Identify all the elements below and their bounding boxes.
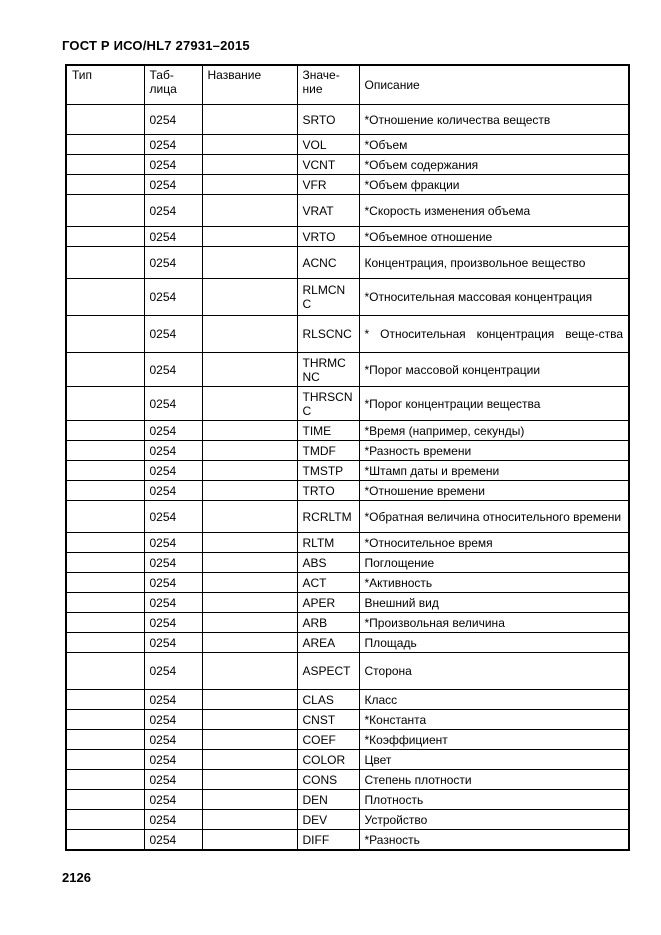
cell-type <box>66 421 144 441</box>
cell-name <box>202 770 297 790</box>
table-header-row <box>66 65 629 105</box>
table-row <box>66 247 629 279</box>
cell-value: SRTO <box>297 105 359 135</box>
cell-type <box>66 533 144 553</box>
cell-table: 0254 <box>144 195 202 227</box>
cell-type <box>66 653 144 690</box>
cell-name <box>202 387 297 421</box>
cell-description: *Константа <box>359 710 629 730</box>
table-row <box>66 441 629 461</box>
cell-name <box>202 730 297 750</box>
table-row <box>66 533 629 553</box>
cell-value: CNST <box>297 710 359 730</box>
cell-type <box>66 593 144 613</box>
cell-name <box>202 461 297 481</box>
cell-name <box>202 710 297 730</box>
table-row <box>66 387 629 421</box>
cell-value: DEN <box>297 790 359 810</box>
cell-type <box>66 155 144 175</box>
cell-table: 0254 <box>144 353 202 387</box>
cell-table: 0254 <box>144 387 202 421</box>
page-number: 2126 <box>62 870 91 885</box>
cell-name <box>202 481 297 501</box>
cell-type <box>66 387 144 421</box>
cell-type <box>66 175 144 195</box>
cell-name <box>202 247 297 279</box>
table-row <box>66 750 629 770</box>
cell-value: VRTO <box>297 227 359 247</box>
cell-name <box>202 790 297 810</box>
column-header-description: Описание <box>359 65 629 105</box>
table-row <box>66 633 629 653</box>
cell-table: 0254 <box>144 710 202 730</box>
cell-type <box>66 247 144 279</box>
cell-name <box>202 441 297 461</box>
cell-description: Плотность <box>359 790 629 810</box>
cell-table: 0254 <box>144 770 202 790</box>
cell-table: 0254 <box>144 593 202 613</box>
cell-type <box>66 830 144 851</box>
table-row <box>66 279 629 316</box>
cell-table: 0254 <box>144 573 202 593</box>
cell-value: THRSCNC <box>297 387 359 421</box>
table-row <box>66 316 629 353</box>
cell-table: 0254 <box>144 421 202 441</box>
table-row <box>66 573 629 593</box>
table-row <box>66 830 629 851</box>
table-row <box>66 770 629 790</box>
cell-table: 0254 <box>144 613 202 633</box>
cell-type <box>66 553 144 573</box>
cell-table: 0254 <box>144 279 202 316</box>
table-row <box>66 730 629 750</box>
cell-value: ABS <box>297 553 359 573</box>
table-row <box>66 461 629 481</box>
cell-value: RCRLTM <box>297 501 359 533</box>
cell-table: 0254 <box>144 830 202 851</box>
table-row <box>66 653 629 690</box>
cell-value: VCNT <box>297 155 359 175</box>
cell-description: *Отношение количества веществ <box>359 105 629 135</box>
table-row <box>66 421 629 441</box>
cell-description: *Штамп даты и времени <box>359 461 629 481</box>
cell-type <box>66 461 144 481</box>
cell-type <box>66 690 144 710</box>
cell-table: 0254 <box>144 750 202 770</box>
cell-name <box>202 690 297 710</box>
cell-description: *Объем фракции <box>359 175 629 195</box>
cell-value: TIME <box>297 421 359 441</box>
cell-name <box>202 195 297 227</box>
cell-description: *Коэффициент <box>359 730 629 750</box>
cell-description: Концентрация, произвольное вещество <box>359 247 629 279</box>
cell-value: ASPECT <box>297 653 359 690</box>
cell-type <box>66 710 144 730</box>
cell-description: * Относительная концентрация веще-ства <box>359 316 629 353</box>
table-row <box>66 810 629 830</box>
cell-description: *Объемное отношение <box>359 227 629 247</box>
cell-description: Площадь <box>359 633 629 653</box>
table-row <box>66 353 629 387</box>
cell-name <box>202 573 297 593</box>
cell-type <box>66 790 144 810</box>
cell-description: *Разность времени <box>359 441 629 461</box>
cell-table: 0254 <box>144 533 202 553</box>
cell-table: 0254 <box>144 175 202 195</box>
table-row <box>66 175 629 195</box>
cell-type <box>66 730 144 750</box>
cell-description: *Обратная величина относительного времени <box>359 501 629 533</box>
cell-name <box>202 175 297 195</box>
table-row <box>66 790 629 810</box>
cell-description: Внешний вид <box>359 593 629 613</box>
cell-value: RLSCNC <box>297 316 359 353</box>
cell-description: Сторона <box>359 653 629 690</box>
cell-value: AREA <box>297 633 359 653</box>
cell-description: Класс <box>359 690 629 710</box>
cell-value: COEF <box>297 730 359 750</box>
table-row <box>66 553 629 573</box>
cell-value: TRTO <box>297 481 359 501</box>
document-header: ГОСТ Р ИСО/HL7 27931–2015 <box>62 38 250 53</box>
table-row <box>66 227 629 247</box>
codes-table <box>65 64 630 851</box>
cell-table: 0254 <box>144 247 202 279</box>
cell-name <box>202 105 297 135</box>
cell-description: *Относительная массовая концентрация <box>359 279 629 316</box>
table-row <box>66 135 629 155</box>
cell-table: 0254 <box>144 135 202 155</box>
column-header-name: Название <box>202 65 297 105</box>
cell-type <box>66 353 144 387</box>
cell-value: ACT <box>297 573 359 593</box>
cell-description: *Объем содержания <box>359 155 629 175</box>
cell-name <box>202 593 297 613</box>
cell-type <box>66 316 144 353</box>
cell-type <box>66 750 144 770</box>
table-row <box>66 613 629 633</box>
cell-name <box>202 613 297 633</box>
cell-table: 0254 <box>144 481 202 501</box>
cell-name <box>202 533 297 553</box>
cell-value: THRMCNC <box>297 353 359 387</box>
cell-table: 0254 <box>144 316 202 353</box>
cell-type <box>66 481 144 501</box>
cell-table: 0254 <box>144 155 202 175</box>
cell-name <box>202 553 297 573</box>
cell-value: ARB <box>297 613 359 633</box>
cell-description: *Время (например, секунды) <box>359 421 629 441</box>
cell-table: 0254 <box>144 501 202 533</box>
cell-type <box>66 501 144 533</box>
cell-name <box>202 501 297 533</box>
cell-name <box>202 750 297 770</box>
cell-value: CONS <box>297 770 359 790</box>
table-body <box>66 105 629 851</box>
column-header-value: Значе- ние <box>297 65 359 105</box>
cell-description: *Порог массовой концентрации <box>359 353 629 387</box>
cell-value: DEV <box>297 810 359 830</box>
cell-value: TMSTP <box>297 461 359 481</box>
cell-name <box>202 633 297 653</box>
cell-description: *Активность <box>359 573 629 593</box>
cell-name <box>202 316 297 353</box>
cell-value: VRAT <box>297 195 359 227</box>
cell-name <box>202 135 297 155</box>
cell-table: 0254 <box>144 227 202 247</box>
table-row <box>66 690 629 710</box>
cell-type <box>66 441 144 461</box>
cell-description: *Объем <box>359 135 629 155</box>
cell-type <box>66 633 144 653</box>
cell-name <box>202 353 297 387</box>
column-header-table: Таб- лица <box>144 65 202 105</box>
cell-value: VFR <box>297 175 359 195</box>
cell-value: RLMCNC <box>297 279 359 316</box>
cell-value: RLTM <box>297 533 359 553</box>
cell-table: 0254 <box>144 553 202 573</box>
table-row <box>66 501 629 533</box>
cell-name <box>202 279 297 316</box>
cell-description: *Произвольная величина <box>359 613 629 633</box>
cell-value: DIFF <box>297 830 359 851</box>
table-row <box>66 195 629 227</box>
cell-type <box>66 279 144 316</box>
cell-value: COLOR <box>297 750 359 770</box>
table-row <box>66 155 629 175</box>
table-row <box>66 105 629 135</box>
cell-description: Цвет <box>359 750 629 770</box>
cell-table: 0254 <box>144 633 202 653</box>
cell-table: 0254 <box>144 653 202 690</box>
cell-table: 0254 <box>144 690 202 710</box>
cell-type <box>66 810 144 830</box>
cell-name <box>202 155 297 175</box>
cell-description: Степень плотности <box>359 770 629 790</box>
cell-description: *Разность <box>359 830 629 851</box>
cell-value: VOL <box>297 135 359 155</box>
cell-description: Поглощение <box>359 553 629 573</box>
cell-table: 0254 <box>144 441 202 461</box>
cell-table: 0254 <box>144 810 202 830</box>
cell-type <box>66 770 144 790</box>
cell-value: APER <box>297 593 359 613</box>
cell-description: *Отношение времени <box>359 481 629 501</box>
cell-name <box>202 653 297 690</box>
column-header-type: Тип <box>66 65 144 105</box>
cell-name <box>202 810 297 830</box>
cell-type <box>66 227 144 247</box>
cell-description: *Относительное время <box>359 533 629 553</box>
cell-value: TMDF <box>297 441 359 461</box>
cell-type <box>66 135 144 155</box>
cell-table: 0254 <box>144 790 202 810</box>
cell-table: 0254 <box>144 105 202 135</box>
table-row <box>66 593 629 613</box>
cell-description: Устройство <box>359 810 629 830</box>
cell-value: CLAS <box>297 690 359 710</box>
cell-type <box>66 573 144 593</box>
cell-table: 0254 <box>144 730 202 750</box>
cell-description: *Скорость изменения объема <box>359 195 629 227</box>
cell-name <box>202 421 297 441</box>
table-row <box>66 481 629 501</box>
cell-description: *Порог концентрации вещества <box>359 387 629 421</box>
cell-type <box>66 613 144 633</box>
cell-type <box>66 195 144 227</box>
cell-value: ACNC <box>297 247 359 279</box>
cell-name <box>202 830 297 851</box>
table-row <box>66 710 629 730</box>
cell-name <box>202 227 297 247</box>
cell-table: 0254 <box>144 461 202 481</box>
cell-type <box>66 105 144 135</box>
